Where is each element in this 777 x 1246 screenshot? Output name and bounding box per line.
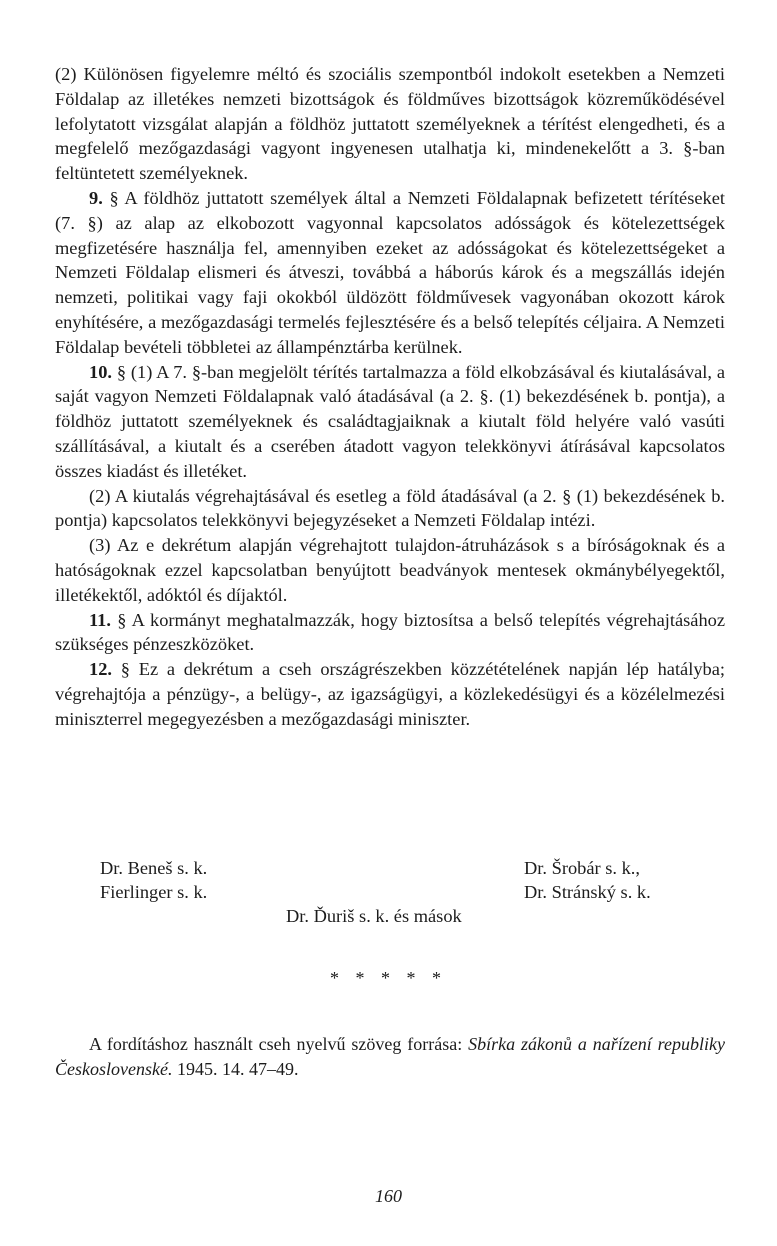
paragraph-text: § Ez a dekrétum a cseh országrészekben közzétételének napján lép hatályba; végrehajtója a pénzügy-, a belügy-, az igazságügyi, a közlekedésügyi és a közélelmezési miniszterrel megegyezésben a mezőgazdasági miniszter. — [55, 659, 725, 729]
legal-text — [55, 62, 725, 732]
paragraph-text: § A földhöz juttatott személyek által a Nemzeti Földalapnak befizetett térítéseket (7. §) az alap az elkobozott vagyonnal kapcsolatos adósságok és kötelezettségek megfizetésére használja fel, amennyiben ezeket az adósságokat és kötelezettségeket a Nemzeti Földalap elismeri és átveszi, továbbá a háborús károk és a megszállás idején nemzeti, politikai vagy faji okokból üldözött földművesek vagyonában okozott károk enyhítésére, a mezőgazdasági termelés fejlesztésére és a belső telepítés céljaira. A Nemzeti Földalap bevételi többletei az állampénztárba kerülnek. — [55, 187, 725, 357]
paragraph-text: (2) Különösen figyelemre méltó és szociális szempontból indokolt esetekben a Nemzeti Földalap az illetékes nemzeti bizottságok és földműves bizottságok közreműködésével lefolytatott vizsgálat alapján a földhöz juttatott személyeknek a térítést elengedheti, és a megfelelő mezőgazdasági vagyont ingyenesen utalhatja ki, mindenekelőtt a 3. §-ban feltüntetett személyeknek. — [55, 64, 725, 184]
signatures-left — [100, 856, 207, 904]
section-11 — [55, 608, 725, 658]
page-number: 160 — [375, 1186, 402, 1206]
paragraph-8-2 — [55, 62, 725, 186]
paragraph-10-2 — [55, 484, 725, 534]
signature: Dr. Beneš s. k. — [100, 858, 208, 878]
section-9 — [55, 186, 725, 360]
paragraph-text: (2) A kiutalás végrehajtásával és esetleg a föld átadásával (a 2. § (1) bekezdésének b. pontja) kapcsolatos telekkönyvi bejegyzéseket a Nemzeti Földalap intézi. — [55, 485, 725, 531]
signature: Dr. Ďuriš s. k. és mások — [286, 906, 462, 926]
signature: Fierlinger s. k. — [100, 882, 208, 902]
source-note — [55, 1032, 725, 1082]
signatures-right — [524, 856, 651, 904]
signature: Dr. Šrobár s. k., — [524, 858, 640, 878]
source-suffix: 1945. 14. 47–49. — [172, 1059, 299, 1079]
section-number: 12. — [89, 659, 112, 680]
paragraph-10-3 — [55, 533, 725, 607]
source-prefix: A fordításhoz használt cseh nyelvű szöveg forrása: — [89, 1034, 469, 1054]
section-12 — [55, 657, 725, 731]
signature: Dr. Stránský s. k. — [524, 882, 651, 902]
section-10 — [55, 360, 725, 484]
section-number: 9. — [89, 187, 103, 208]
paragraph-text: § A kormányt meghatalmazzák, hogy biztosítsa a belső telepítés végrehajtásához szükséges pénzeszközöket. — [55, 609, 725, 655]
source-title: Sbírka zákonů a nařízení republiky Československé. — [55, 1034, 725, 1079]
paragraph-text: § (1) A 7. §-ban megjelölt térítés tartalmazza a föld elkobzásával és kiutalásával, a saját vagyon Nemzeti Földalapnak való átadásával (a 2. §. (1) bekezdésének b. pontja), a földhöz juttatott személyeknek és családtagjaiknak a kiutalt föld helyére való vasúti szállításával, a kiutalt és a cserében átadott vagyon telekkönyvi átírásával kapcsolatos összes kiadást és illetéket. — [55, 361, 725, 481]
section-number: 11. — [89, 609, 111, 630]
section-separator: * * * * * — [330, 968, 447, 988]
signatures-center — [286, 904, 462, 928]
section-number: 10. — [89, 361, 112, 382]
paragraph-text: (3) Az e dekrétum alapján végrehajtott tulajdon-átruházások s a bíróságoknak és a hatóságoknak ezzel kapcsolatban benyújtott beadványok mentesek okmánybélyegektől, illetékektől, adóktól és díjaktól. — [55, 535, 725, 605]
